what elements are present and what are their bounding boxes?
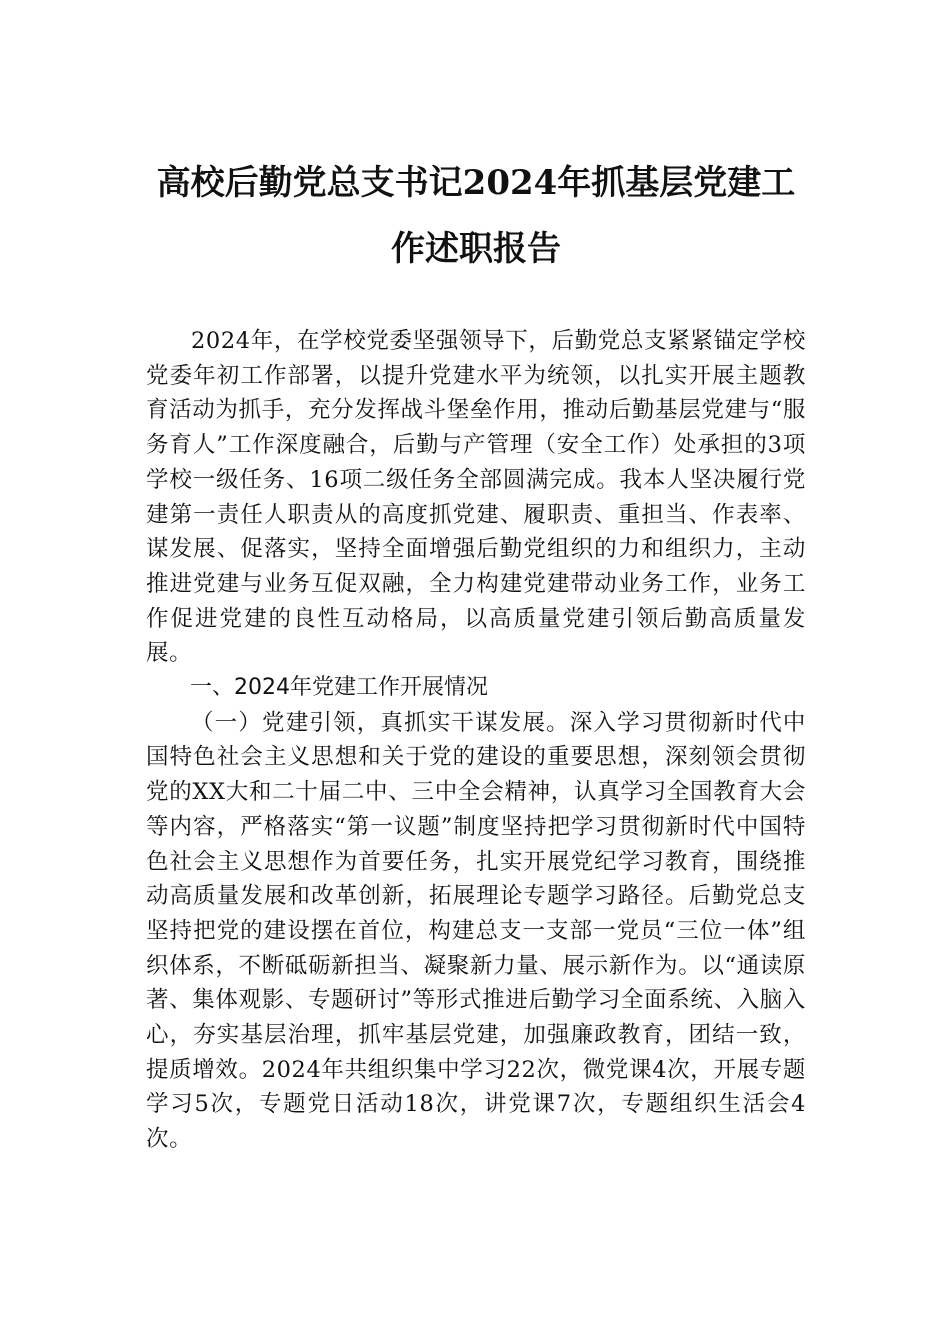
- section-paragraph: （一）党建引领，真抓实干谋发展。深入学习贯彻新时代中国特色社会主义思想和关于党的建设的重要思想，深刻领会贯彻党的XX大和二十届二中、三中全会精神，认真学习全国教育大会等内容，严格落实“第一议题”制度坚持把学习贯彻新时代中国特色社会主义思想作为首要任务，扎实开展党纪学习教育，围绕推动高质量发展和改革创新，拓展理论专题学习路径。后勤党总支坚持把党的建设摆在首位，构建总支一支部一党员“三位一体”组织体系，不断砥砺新担当、凝聚新力量、展示新作为。以“通读原著、集体观影、专题研讨”等形式推进后勤学习全面系统、入脑入心，夯实基层治理，抓牢基层党建，加强廉政教育，团结一致，提质增效。2024年共组织集中学习22次，微党课4次，开展专题学习5次，专题党日活动18次，讲党课7次，专题组织生活会4次。: [146, 709, 806, 1153]
- section-heading: 一、2024年党建工作开展情况: [190, 675, 488, 701]
- intro-paragraph: 2024年，在学校党委坚强领导下，后勤党总支紧紧锚定学校党委年初工作部署，以提升党建水平为统领，以扎实开展主题教育活动为抓手，充分发挥战斗堡垒作用，推动后勤基层党建与“服务育人”工作深度融合，后勤与产管理（安全工作）处承担的3项学校一级任务、16项二级任务全部圆满完成。我本人坚决履行党建第一责任人职责从的高度抓党建、履职责、重担当、作表率、谋发展、促落实，坚持全面增强后勤党组织的力和组织力，主动推进党建与业务互促双融，全力构建党建带动业务工作，业务工作促进党建的良性互动格局，以高质量党建引领后勤高质量发展。: [146, 328, 806, 667]
- document-body: [146, 324, 806, 1157]
- document-page: [146, 150, 806, 1157]
- document-title: 高校后勤党总支书记2024年抓基层党建工作述职报告: [156, 163, 796, 269]
